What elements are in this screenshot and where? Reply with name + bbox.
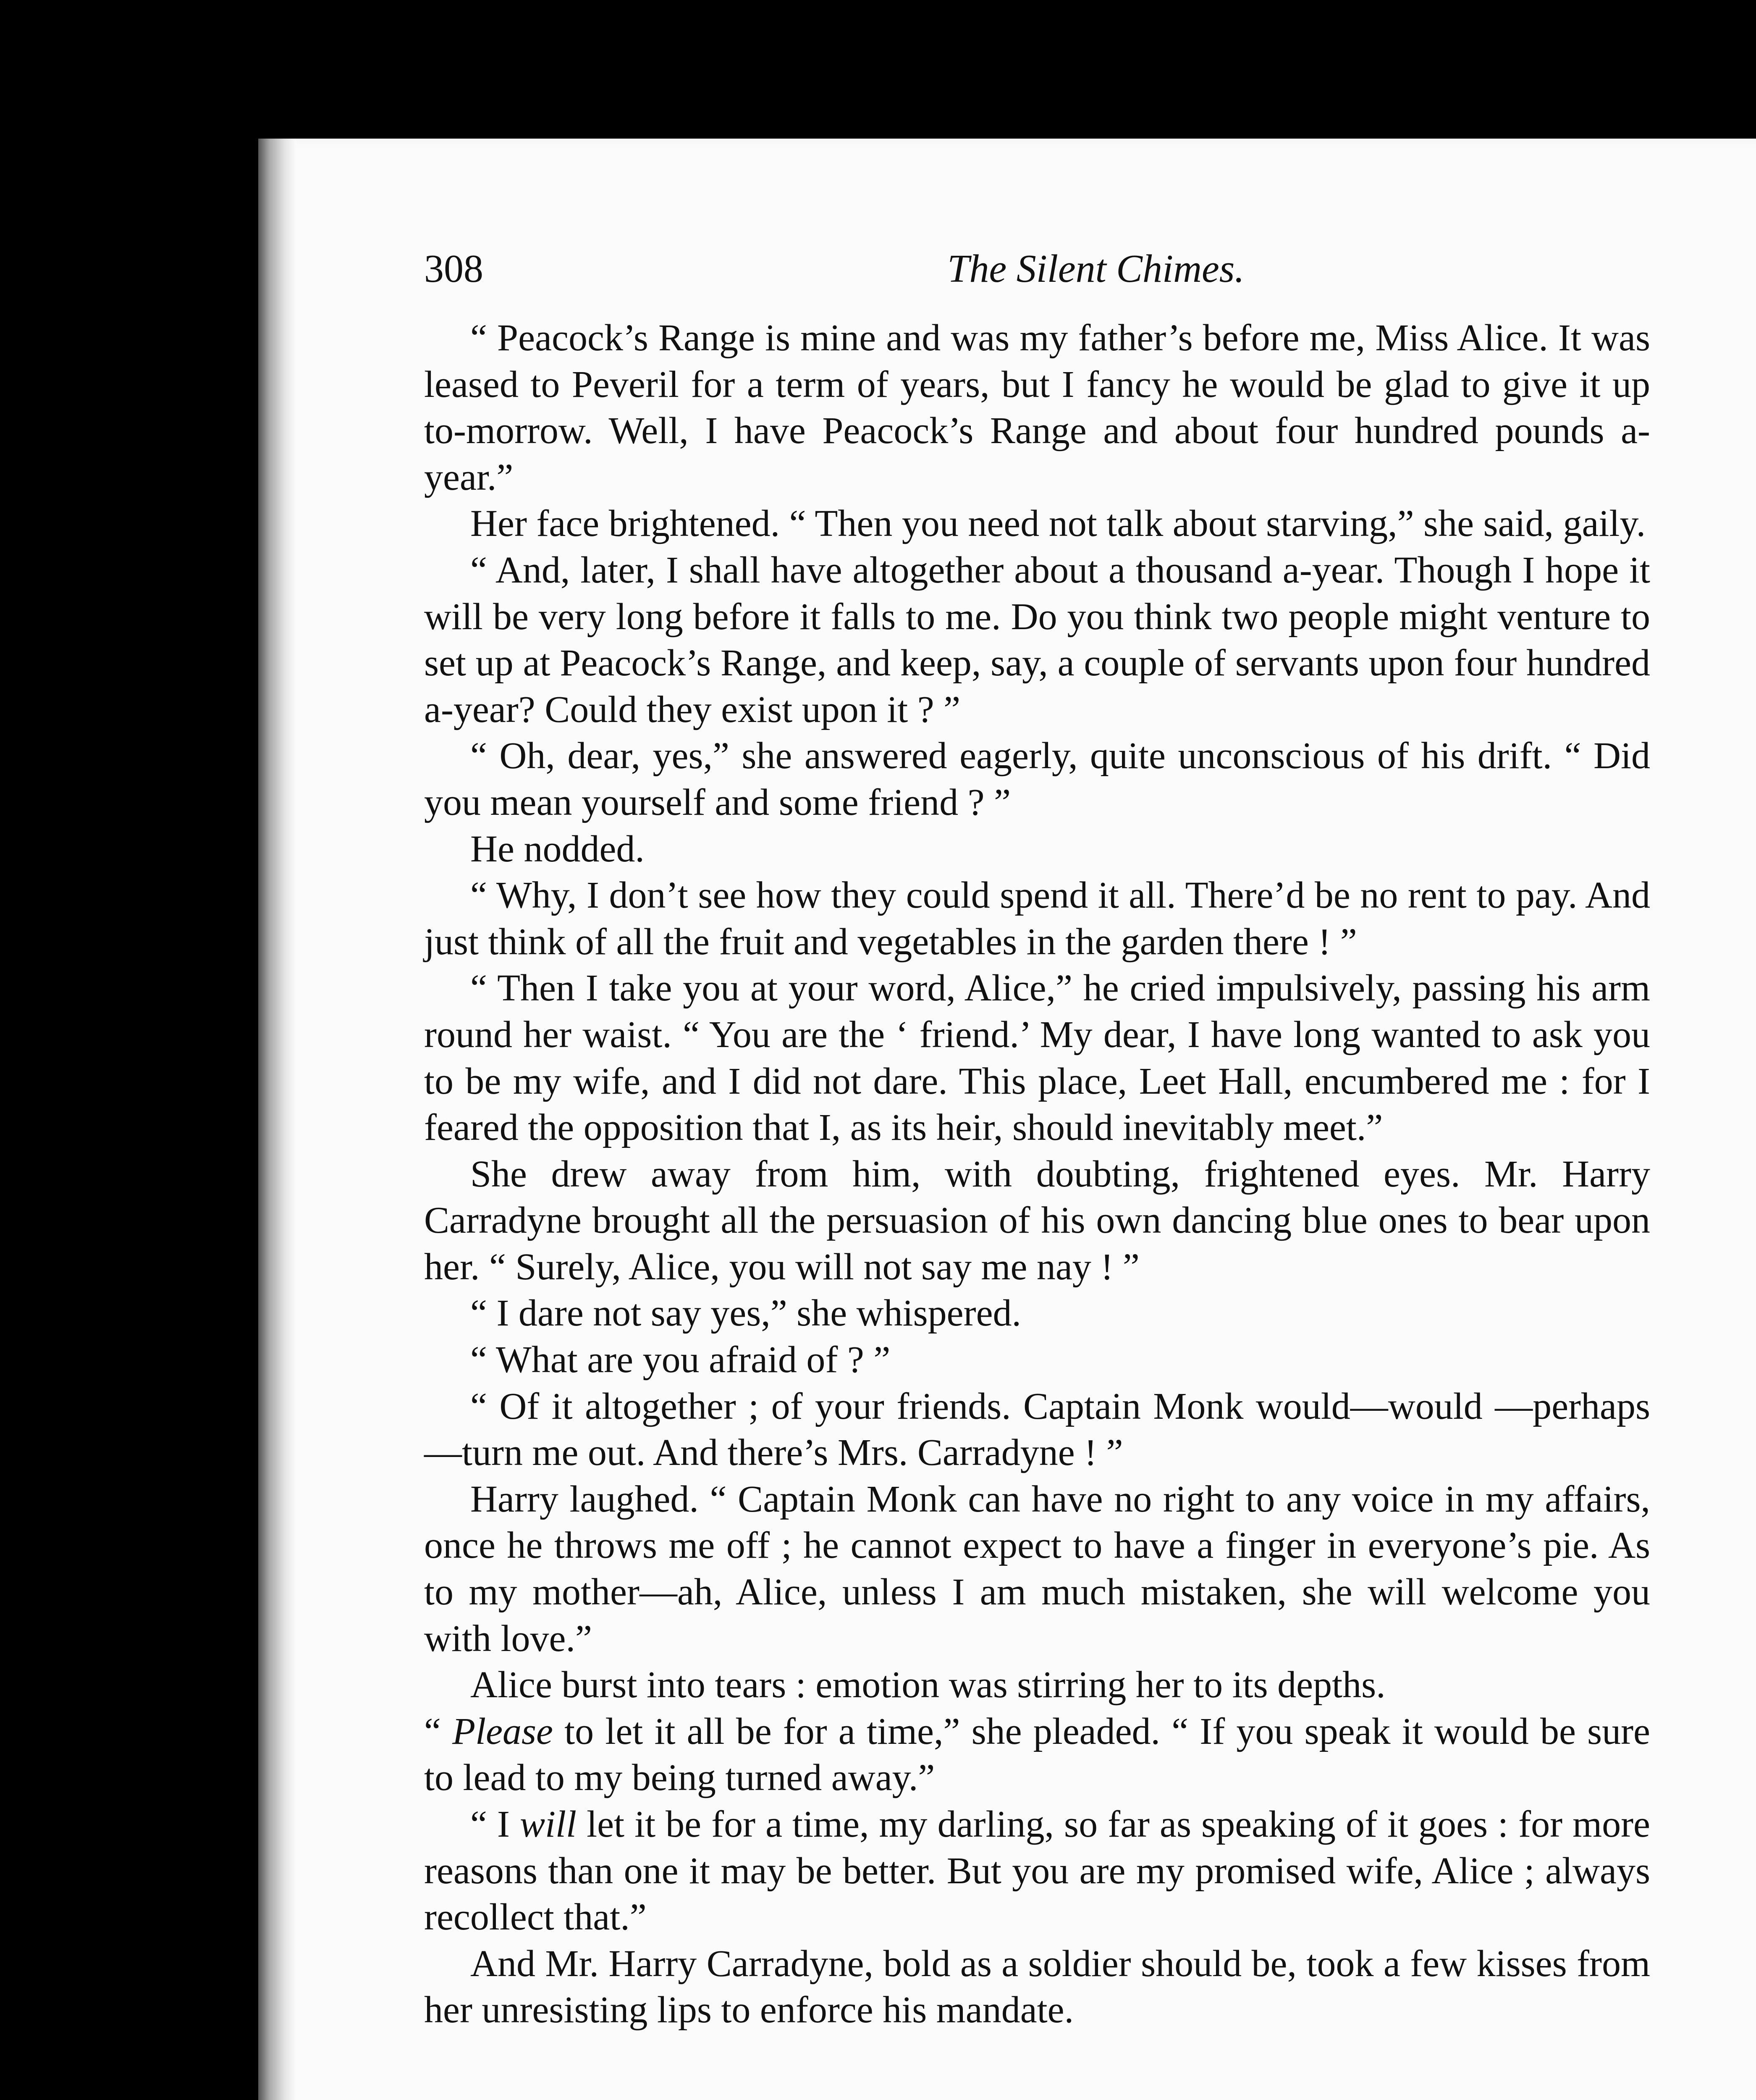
page-gutter-shadow	[258, 139, 296, 2100]
paragraph: She drew away from him, with doubting, frightened eyes. Mr. Harry Carradyne brought all the persuasion of his own dancing blue ones to bear upon her. “ Surely, Alice, you will not say me nay ! ”	[424, 1153, 1650, 1288]
paragraph: “ Then I take you at your word, Alice,” he cried impulsively, passing his arm round her waist. “ You are the ‘ friend.’ My dear, I have long wanted to ask you to be my wife, and I did not dare. This place, Leet Hall, encumbered me : for I feared the opposition that I, as its heir, should inevitably meet.”	[424, 967, 1650, 1149]
emphasis: Please	[452, 1710, 553, 1752]
paragraph: “ Of it altogether ; of your friends. Captain Monk would—would —perhaps—turn me out. And there’s Mrs. Carradyne ! ”	[424, 1385, 1650, 1474]
emphasis: will	[520, 1803, 577, 1845]
paragraph	[424, 1662, 1650, 1801]
paragraph: He nodded.	[470, 828, 645, 870]
quote-open: “ I	[470, 1803, 520, 1845]
quote-open: “	[424, 1710, 453, 1752]
paragraph: “ Oh, dear, yes,” she answered eagerly, quite unconscious of his drift. “ Did you mean yourself and some friend ? ”	[424, 735, 1650, 823]
paragraph-text: to let it all be for a time,” she pleaded. “ If you speak it would be sure to lead to my being turned away.”	[424, 1710, 1650, 1799]
paragraph	[424, 1801, 1650, 1941]
paragraph: “ What are you afraid of ? ”	[470, 1339, 891, 1381]
paragraph: “ And, later, I shall have altogether about a thousand a-year. Though I hope it will be very long before it falls to me. Do you think two people might venture to set up at Peacock’s Range, and keep, say, a couple of servants upon four hundred a-year? Could they exist upon it ? ”	[424, 549, 1650, 730]
paragraph-text: let it be for a time, my darling, so far as speaking of it goes : for more reasons than one it may be better. But you are my promised wife, Alice ; always recollect that.”	[424, 1803, 1650, 1938]
paragraph: “ Why, I don’t see how they could spend it all. There’d be no rent to pay. And just think of all the fruit and vegetables in the garden there ! ”	[424, 874, 1650, 963]
paragraph: “ Peacock’s Range is mine and was my father’s before me, Miss Alice. It was leased to Peveril for a term of years, but I fancy he would be glad to give it up to-morrow. Well, I have Peacock’s Range and about four hundred pounds a-year.”	[424, 317, 1650, 498]
running-title: The Silent Chimes.	[947, 247, 1245, 291]
page-number: 308	[424, 247, 483, 291]
paragraph: Her face brightened. “ Then you need not talk about starving,” she said, gaily.	[470, 503, 1646, 545]
paragraph: Harry laughed. “ Captain Monk can have no right to any voice in my affairs, once he throws me off ; he cannot expect to have a finger in everyone’s pie. As to my mother—ah, Alice, unless I am much mistaken, she will welcome you with love.”	[424, 1478, 1650, 1659]
page-text	[424, 235, 1650, 2100]
paragraph: And Mr. Harry Carradyne, bold as a soldier should be, took a few kisses from her unresisting lips to enforce his mandate.	[424, 1942, 1650, 2031]
paragraph-text: Alice burst into tears : emotion was stirring her to its depths.	[470, 1664, 1386, 1706]
running-head	[424, 235, 1650, 302]
paragraph: “ I dare not say yes,” she whispered.	[470, 1292, 1022, 1334]
